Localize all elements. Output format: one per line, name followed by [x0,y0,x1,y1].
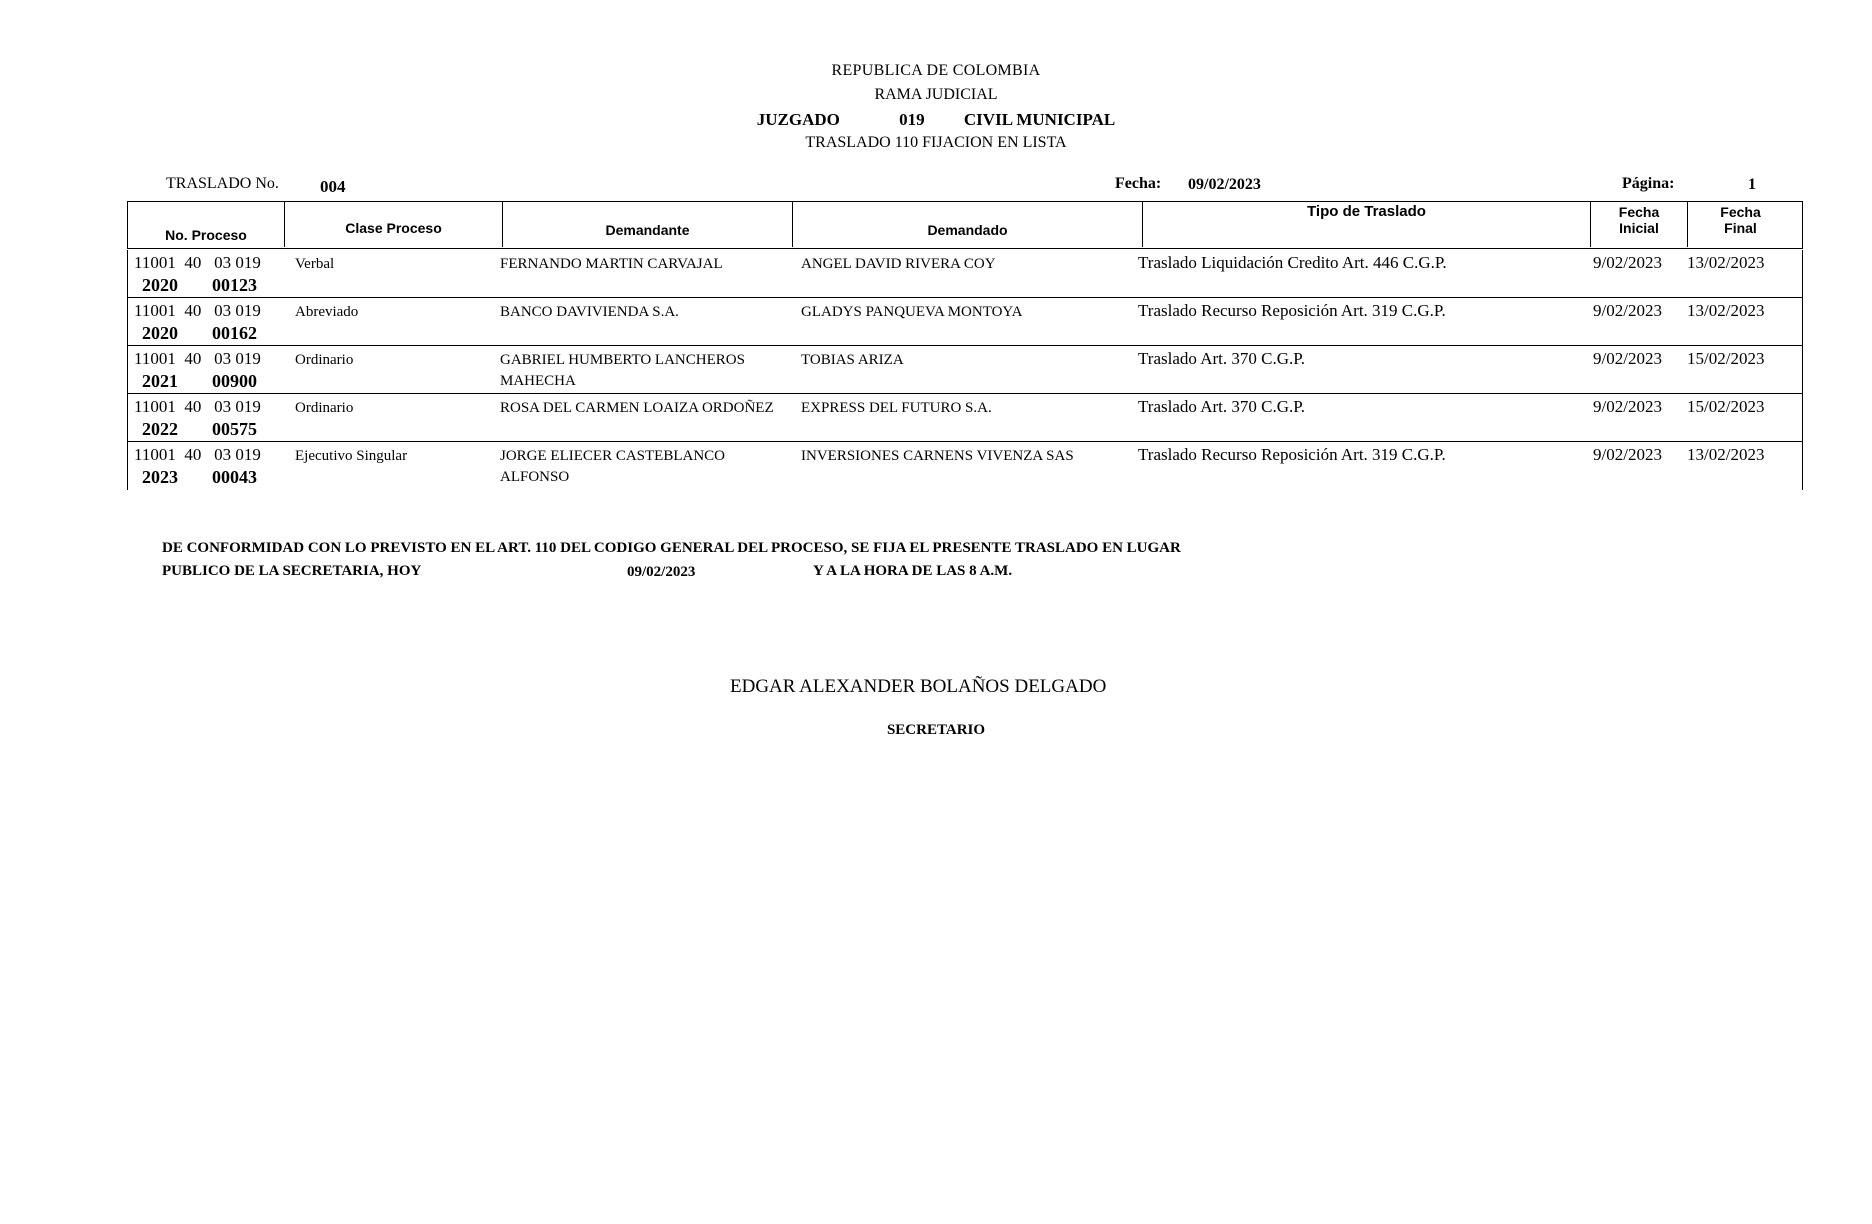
demandado: GLADYS PANQUEVA MONTOYA [801,304,1023,320]
tipo-traslado: Traslado Liquidación Credito Art. 446 C.G.P. [1138,253,1447,272]
proceso-year-number [142,467,257,488]
proceso-number: 00043 [212,467,257,487]
clase-proceso: Abreviado [295,304,359,320]
proceso-year: 2020 [142,275,178,295]
proceso-year-number [142,275,257,296]
table-row [128,394,1802,442]
proceso-year-number [142,323,257,344]
table-header [127,201,1803,249]
table-body [127,250,1803,490]
traslado-label: TRASLADO No. [166,175,279,192]
demandado: TOBIAS ARIZA [801,352,904,368]
fecha-inicial: 9/02/2023 [1593,301,1662,320]
traslado-number: 004 [320,177,346,196]
table-row [128,442,1802,490]
proceso-number: 00900 [212,371,257,391]
tipo-traslado: Traslado Recurso Reposición Art. 319 C.G.P. [1138,301,1446,320]
clase-proceso: Ordinario [295,352,354,368]
proceso-year: 2023 [142,467,178,487]
demandante: FERNANDO MARTIN CARVAJAL [500,256,723,272]
col-demandante: Demandante [503,202,793,247]
col-fecha-final: Fecha Final [1720,204,1761,236]
demandante: GABRIEL HUMBERTO LANCHEROS MAHECHA [500,352,745,389]
header-juzgado [0,110,1872,130]
proceso-year: 2020 [142,323,178,343]
fecha-final: 13/02/2023 [1687,253,1765,272]
proceso-year-number [142,371,257,392]
proceso-radicado: 11001 40 03 019 [134,253,261,272]
col-no-proceso: No. Proceso [128,202,285,247]
proceso-year-number [142,419,257,440]
juzgado-type: CIVIL MUNICIPAL [963,110,1116,129]
juzgado-number: 019 [899,110,925,129]
col-demandado: Demandado [793,202,1143,247]
demandado: INVERSIONES CARNENS VIVENZA SAS [801,448,1074,464]
col-clase-proceso: Clase Proceso [285,202,503,247]
signature-role: SECRETARIO [886,722,986,738]
proceso-radicado: 11001 40 03 019 [134,301,261,320]
proceso-radicado: 11001 40 03 019 [134,445,261,464]
table-row [128,250,1802,298]
fecha-final: 15/02/2023 [1687,349,1765,368]
fecha-final: 15/02/2023 [1687,397,1765,416]
demandante: ROSA DEL CARMEN LOAIZA ORDOÑEZ [500,400,774,416]
header-republica: REPUBLICA DE COLOMBIA [831,62,1041,79]
fecha-inicial: 9/02/2023 [1593,349,1662,368]
pagina-label: Página: [1622,175,1675,192]
clase-proceso: Ejecutivo Singular [295,448,408,464]
proceso-year: 2021 [142,371,178,391]
juzgado-label: JUZGADO [756,110,840,129]
header-rama-judicial: RAMA JUDICIAL [874,86,998,103]
notice-line-2-start: PUBLICO DE LA SECRETARIA, HOY [162,563,422,579]
fecha-label: Fecha: [1115,175,1162,192]
fecha-final: 13/02/2023 [1687,445,1765,464]
proceso-year: 2022 [142,419,178,439]
notice-date: 09/02/2023 [627,564,696,580]
demandado: EXPRESS DEL FUTURO S.A. [801,400,992,416]
proceso-radicado: 11001 40 03 019 [134,349,261,368]
proceso-number: 00162 [212,323,257,343]
proceso-radicado: 11001 40 03 019 [134,397,261,416]
fecha-inicial: 9/02/2023 [1593,397,1662,416]
tipo-traslado: Traslado Art. 370 C.G.P. [1138,349,1306,368]
signature-name: EDGAR ALEXANDER BOLAÑOS DELGADO [730,676,1107,697]
tipo-traslado: Traslado Recurso Reposición Art. 319 C.G.P. [1138,445,1446,464]
fecha-inicial: 9/02/2023 [1593,445,1662,464]
demandante: BANCO DAVIVIENDA S.A. [500,304,679,320]
pagina-value: 1 [1748,176,1756,193]
demandante: JORGE ELIECER CASTEBLANCO ALFONSO [500,448,725,485]
proceso-number: 00575 [212,419,257,439]
table-row [128,298,1802,346]
tipo-traslado: Traslado Art. 370 C.G.P. [1138,397,1306,416]
fecha-value: 09/02/2023 [1188,176,1261,193]
col-fecha-inicial: Fecha Inicial [1591,202,1688,247]
clase-proceso: Verbal [295,256,335,272]
col-tipo-traslado: Tipo de Traslado [1143,202,1591,247]
demandado: ANGEL DAVID RIVERA COY [801,256,996,272]
proceso-number: 00123 [212,275,257,295]
fecha-final: 13/02/2023 [1687,301,1765,320]
table-row [128,346,1802,394]
header-traslado-fijacion: TRASLADO 110 FIJACION EN LISTA [805,134,1067,151]
notice-line-1: DE CONFORMIDAD CON LO PREVISTO EN EL ART. 110 DEL CODIGO GENERAL DEL PROCESO, SE FIJA EL PRESENTE TRASLADO EN LUGAR [162,540,1181,556]
fecha-inicial: 9/02/2023 [1593,253,1662,272]
clase-proceso: Ordinario [295,400,354,416]
notice-line-2-end: Y A LA HORA DE LAS 8 A.M. [813,563,1013,579]
